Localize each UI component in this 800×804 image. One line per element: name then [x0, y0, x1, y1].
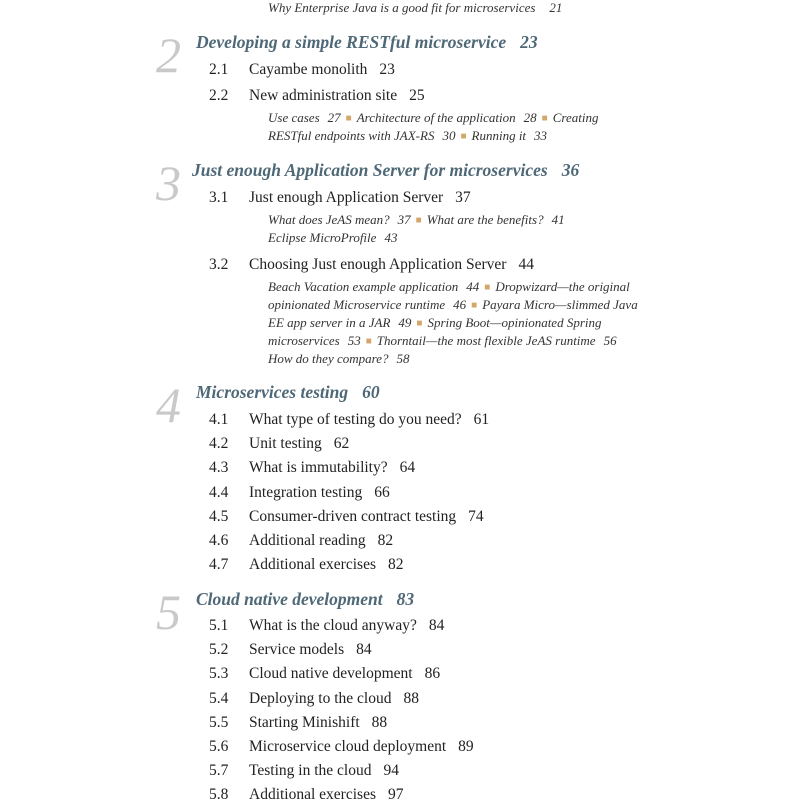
bullet-separator: ■ — [416, 318, 423, 329]
toc-subentry-line — [268, 110, 598, 126]
section-number: 3.2 — [209, 256, 229, 273]
section-title: Starting Minishift — [249, 713, 360, 731]
toc-subentry-page: 33 — [534, 128, 548, 143]
toc-subentry-page: 56 — [603, 333, 617, 348]
toc-subentry-title: Beach Vacation example application — [268, 279, 459, 294]
toc-subentry-page: 49 — [398, 315, 412, 330]
toc-subentry-page: 53 — [347, 333, 361, 348]
bullet-separator: ■ — [460, 131, 467, 142]
chapter-title-line[interactable] — [196, 32, 538, 53]
section-title: Testing in the cloud — [249, 762, 372, 780]
section-number: 5.3 — [209, 665, 229, 683]
toc-section[interactable] — [209, 641, 372, 659]
section-number: 5.6 — [209, 738, 229, 755]
chapter-number: 3 — [156, 155, 181, 211]
chapter-number: 5 — [156, 584, 181, 640]
toc-section[interactable] — [209, 738, 474, 756]
section-page: 94 — [383, 762, 399, 780]
section-page: 97 — [387, 786, 404, 804]
chapter-page: 36 — [561, 160, 580, 180]
toc-subentry-page: 30 — [442, 128, 456, 143]
section-page: 74 — [468, 507, 484, 525]
toc-subentry-line — [268, 315, 602, 331]
toc-subentry-page: 27 — [327, 110, 341, 125]
section-number: 5.1 — [209, 617, 229, 634]
section-page: 61 — [473, 411, 490, 428]
toc-subentry-title: Dropwizard—the original — [495, 279, 630, 294]
toc-section[interactable] — [209, 508, 484, 526]
chapter-title-line[interactable] — [196, 589, 414, 610]
section-page: 89 — [458, 738, 474, 755]
toc-subentry-page: 44 — [466, 279, 480, 294]
section-number: 4.2 — [209, 435, 229, 453]
section-title: Cloud native development — [249, 665, 413, 683]
chapter-number: 4 — [156, 377, 181, 433]
toc-section[interactable] — [209, 256, 534, 274]
chapter-title: Developing a simple RESTful microservice — [196, 32, 507, 52]
toc-section[interactable] — [209, 435, 349, 453]
section-title: Service models — [249, 641, 345, 659]
toc-subentry-page: 28 — [523, 110, 537, 125]
toc-subentry-page: 21 — [549, 0, 563, 15]
toc-section[interactable] — [209, 665, 440, 683]
section-number: 4.7 — [209, 556, 229, 574]
bullet-separator: ■ — [345, 113, 352, 124]
toc-subentry-line — [268, 351, 409, 367]
toc-subentry-page: 46 — [453, 297, 467, 312]
toc-section[interactable] — [209, 556, 403, 574]
toc-subentry-title: RESTful endpoints with JAX-RS — [268, 128, 435, 143]
section-title: What is immutability? — [249, 459, 388, 477]
toc-subentry-title: How do they compare? — [268, 351, 389, 366]
toc-section[interactable] — [209, 459, 415, 477]
toc-subentry-title: Payara Micro—slimmed Java — [482, 297, 638, 312]
chapter-page: 60 — [362, 382, 380, 402]
section-number: 2.2 — [209, 87, 229, 104]
chapter-title: Cloud native development — [196, 589, 383, 609]
toc-subentry-line — [268, 333, 617, 349]
bullet-separator: ■ — [471, 300, 478, 311]
toc-section[interactable] — [209, 617, 444, 635]
section-number: 4.3 — [209, 459, 229, 477]
section-title: Additional exercises — [249, 786, 376, 804]
toc-subentry-page: 41 — [551, 212, 565, 227]
toc-section[interactable] — [209, 762, 399, 780]
toc-subentry-line — [268, 128, 547, 144]
section-number: 3.1 — [209, 189, 229, 206]
section-title: Integration testing — [249, 483, 363, 501]
section-page: 37 — [455, 189, 471, 206]
section-number: 4.4 — [209, 483, 229, 501]
section-number: 4.6 — [209, 532, 229, 549]
section-title: What is the cloud anyway? — [249, 617, 417, 634]
section-page: 64 — [399, 459, 416, 477]
section-title: Choosing Just enough Application Server — [249, 256, 507, 273]
toc-subentry-title: Why Enterprise Java is a good fit for microservices — [268, 0, 536, 15]
section-page: 84 — [356, 641, 372, 659]
toc-subentry-title: EE app server in a JAR — [268, 315, 391, 330]
section-page: 44 — [518, 256, 534, 273]
section-page: 84 — [428, 617, 445, 634]
section-page: 66 — [374, 483, 390, 501]
section-number: 5.2 — [209, 641, 229, 659]
bullet-separator: ■ — [415, 215, 422, 226]
chapter-number: 2 — [156, 27, 181, 83]
toc-subentry-line — [268, 0, 562, 16]
section-page: 82 — [377, 532, 394, 549]
toc-subentry-title: Use cases — [268, 110, 320, 125]
chapter-title-line[interactable] — [192, 160, 579, 181]
section-page: 62 — [333, 435, 350, 453]
toc-subentry-page: 58 — [396, 351, 410, 366]
section-title: Additional reading — [249, 532, 366, 549]
chapter-title: Just enough Application Server for microservices — [192, 160, 548, 180]
section-number: 4.5 — [209, 507, 229, 525]
section-number: 2.1 — [209, 61, 229, 78]
toc-subentry-page: 37 — [397, 212, 411, 227]
section-number: 5.7 — [209, 762, 229, 780]
section-title: Microservice cloud deployment — [249, 738, 447, 755]
toc-section[interactable] — [209, 87, 425, 105]
toc-section[interactable] — [209, 61, 395, 79]
section-page: 88 — [371, 713, 388, 731]
section-number: 5.4 — [209, 689, 229, 707]
toc-subentry-page: 43 — [384, 230, 398, 245]
section-title: What type of testing do you need? — [249, 411, 462, 428]
toc-subentry-title: Creating — [552, 110, 599, 125]
section-number: 5.8 — [209, 786, 229, 804]
chapter-page: 23 — [520, 32, 538, 52]
section-title: Consumer-driven contract testing — [249, 507, 457, 525]
chapter-title: Microservices testing — [196, 382, 349, 402]
section-title: New administration site — [249, 87, 398, 104]
bullet-separator: ■ — [484, 282, 491, 293]
toc-subentry-title: What does JeAS mean? — [268, 212, 390, 227]
chapter-title-line[interactable] — [196, 382, 380, 403]
section-title: Additional exercises — [249, 556, 376, 574]
section-page: 23 — [379, 61, 395, 78]
bullet-separator: ■ — [365, 336, 372, 347]
toc-subentry-title: Architecture of the application — [356, 110, 516, 125]
toc-subentry-line — [268, 279, 630, 295]
toc-section[interactable] — [209, 189, 471, 207]
toc-subentry-line — [268, 212, 565, 228]
toc-subentry-title: What are the benefits? — [426, 212, 544, 227]
toc-subentry-title: Eclipse MicroProfile — [268, 230, 377, 245]
toc-section[interactable] — [209, 714, 387, 732]
section-title: Just enough Application Server — [249, 189, 444, 206]
section-title: Unit testing — [249, 435, 322, 453]
section-page: 86 — [424, 665, 441, 683]
toc-subentry-title: Running it — [471, 128, 527, 143]
toc-section[interactable] — [209, 411, 489, 429]
toc-section[interactable] — [209, 690, 419, 708]
toc-section[interactable] — [209, 532, 393, 550]
section-title: Cayambe monolith — [249, 61, 368, 78]
toc-subentry-title: Spring Boot—opinionated Spring — [427, 315, 602, 330]
toc-subentry-line — [268, 297, 638, 313]
toc-section[interactable] — [209, 484, 390, 502]
section-page: 25 — [409, 87, 425, 104]
section-page: 82 — [387, 556, 404, 574]
toc-subentry-title: microservices — [268, 333, 340, 348]
toc-subentry-title: Thorntail—the most flexible JeAS runtime — [376, 333, 596, 348]
section-title: Deploying to the cloud — [249, 689, 392, 707]
toc-subentry-title: opinionated Microservice runtime — [268, 297, 446, 312]
toc-subentry-line — [268, 230, 397, 246]
section-number: 4.1 — [209, 411, 229, 428]
chapter-page: 83 — [396, 589, 415, 609]
section-page: 88 — [403, 689, 419, 707]
toc-section[interactable] — [209, 786, 403, 804]
section-number: 5.5 — [209, 713, 229, 731]
bullet-separator: ■ — [541, 113, 548, 124]
